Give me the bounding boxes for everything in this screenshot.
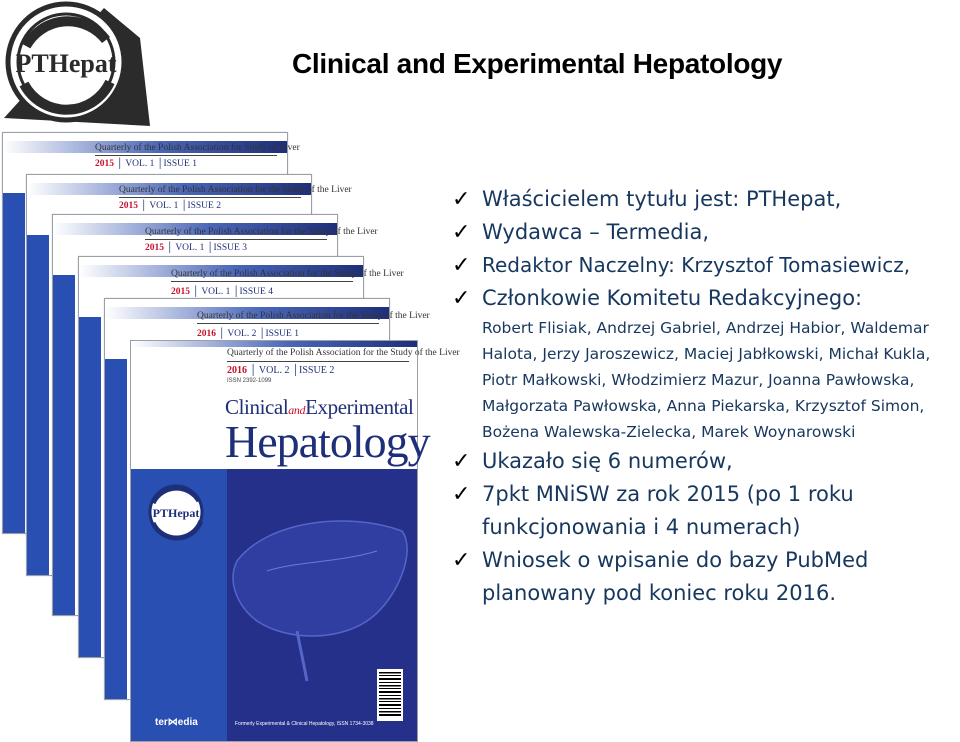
cover-logo [145, 481, 207, 543]
cover-issue: 2015 │ VOL. 1 │ISSUE 3 [145, 243, 247, 253]
cover-quarterly: Quarterly of the Polish Association for the Study of the Liver [145, 227, 378, 237]
committee-members: Robert Flisiak, Andrzej Gabriel, Andrzej Habior, Waldemar Halota, Jerzy Jaroszewicz, Maciej Jabłkowski, Michał Kukla, Piotr Małkowski, Włodzimierz Mazur, Joanna Pawłowska, Małgorzata Pawłowska, Anna Piekarska, Krzysztof Simon, Bożena Walewska-Zielecka, Marek Woynarowski [482, 319, 931, 441]
cover-title-hepatology: Hepatology [225, 416, 430, 467]
cover-quarterly: Quarterly of the Polish Association for the Study of the Liver [171, 269, 404, 279]
checkmark-icon: ✓ [452, 253, 471, 278]
page-title: Clinical and Experimental Hepatology [292, 48, 783, 79]
list-item: ✓ 7pkt MNiSW za rok 2015 (po 1 roku funkcjonowania i 4 numerach) [448, 478, 948, 544]
checkmark-icon: ✓ [452, 187, 471, 212]
cover-quarterly: Quarterly of the Polish Association for the Study of the Liver [227, 348, 460, 358]
list-item: ✓ Wydawca – Termedia, [448, 216, 948, 249]
logo-text: PTHepat [15, 49, 117, 78]
journal-cover-front [130, 340, 460, 742]
cover-quarterly: Quarterly of the Polish Association for the Study of the Liver [197, 311, 430, 321]
cover-issue: 2015 │ VOL. 1 │ISSUE 1 [95, 159, 197, 169]
cover-quarterly: Quarterly of the Polish Association for the Study of the Liver [119, 185, 352, 195]
info-list [448, 183, 948, 610]
cover-issue: 2016 │ VOL. 2 │ISSUE 2 [227, 365, 335, 376]
cover-issue: 2015 │ VOL. 1 │ISSUE 4 [171, 287, 273, 297]
checkmark-icon: ✓ [452, 482, 471, 507]
publisher-logo: ter⋈edia [155, 717, 198, 728]
list-item: ✓ Członkowie Komitetu Redakcyjnego: [448, 282, 948, 315]
cover-quarterly: Quarterly of the Polish Association for Study of Liver [95, 143, 300, 153]
list-item: ✓ Ukazało się 6 numerów, [448, 445, 948, 478]
cover-issn: ISSN 2392-1099 [227, 378, 272, 384]
cover-title-top: ClinicalandExperimental [225, 395, 414, 419]
list-item: ✓ Wniosek o wpisanie do bazy PubMed planowany pod koniec roku 2016. [448, 544, 948, 610]
checkmark-icon: ✓ [452, 449, 471, 474]
cover-issue: 2016 │ VOL. 2 │ISSUE 1 [197, 329, 299, 339]
checkmark-icon: ✓ [452, 286, 471, 311]
cover-formerly: Formerly Experimental & Clinical Hepatology, ISSN 1734-3038 [235, 721, 374, 727]
barcode [377, 669, 403, 721]
liver-illustration [227, 491, 417, 691]
cover-issue: 2015 │ VOL. 1 │ISSUE 2 [119, 201, 221, 211]
checkmark-icon: ✓ [452, 220, 471, 245]
list-item: ✓ Redaktor Naczelny: Krzysztof Tomasiewicz, [448, 249, 948, 282]
list-item: ✓ Właścicielem tytułu jest: PTHepat, [448, 183, 948, 216]
svg-text:PTHepat: PTHepat [152, 506, 200, 520]
pthepat-logo [0, 0, 150, 128]
checkmark-icon: ✓ [452, 548, 471, 573]
